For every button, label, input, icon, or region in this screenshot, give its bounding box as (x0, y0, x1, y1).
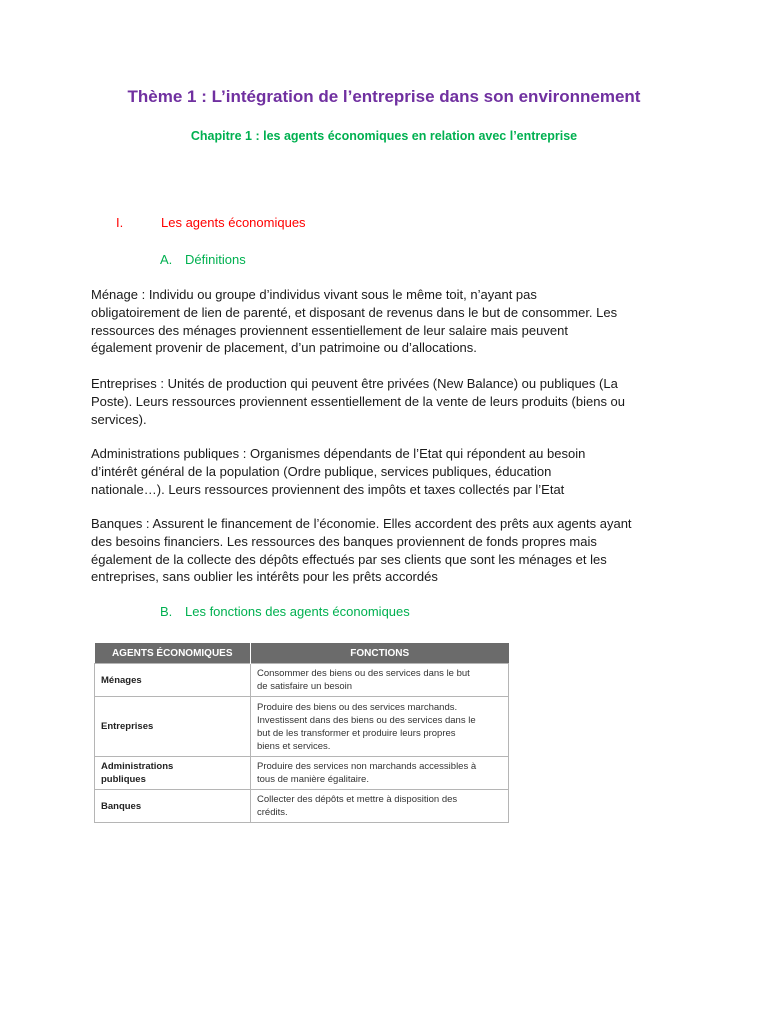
function-line: Produire des biens ou des services marchands. (257, 701, 458, 713)
function-line: Collecter des dépôts et mettre à disposition des (257, 794, 458, 805)
function-line: Investissent dans des biens ou des services dans le (257, 714, 476, 726)
agent-cell (95, 757, 251, 790)
column-header-fonctions: FONCTIONS (251, 643, 509, 664)
agent-name: Administrations (101, 761, 174, 772)
function-line: tous de manière égalitaire. (257, 774, 369, 785)
table-row (95, 697, 509, 757)
function-line: crédits. (257, 807, 288, 818)
functions-table (94, 643, 509, 823)
section-heading-agents (116, 215, 306, 230)
text-line: Poste). Leurs ressources proviennent essentiellement de la vente de leurs produits (biens ou (91, 393, 626, 409)
paragraph-entreprises (91, 375, 681, 428)
function-line: biens et services. (257, 740, 331, 752)
function-cell (251, 757, 509, 790)
text-line: services). (91, 411, 147, 427)
function-cell (251, 664, 509, 697)
function-line: but de les transformer et produire leurs propres (257, 727, 456, 739)
text-line: obligatoirement de lien de parenté, et disposant de revenus dans le but de consommer. Les (91, 304, 618, 320)
agent-cell (95, 664, 251, 697)
text-line: Entreprises : Unités de production qui peuvent être privées (New Balance) ou publiques (La (91, 376, 618, 391)
table-header-row (95, 643, 509, 664)
function-cell (251, 790, 509, 823)
function-line: Consommer des biens ou des services dans le but (257, 668, 470, 679)
chapter-subtitle: Chapitre 1 : les agents économiques en relation avec l’entreprise (190, 129, 578, 143)
text-line: également provenir de placement, d’un patrimoine ou d’allocations. (91, 340, 477, 356)
text-line: entreprises, sans oublier les intérêts pour les prêts accordés (91, 569, 438, 585)
subsection-label: Les fonctions des agents économiques (185, 604, 410, 619)
table-row (95, 790, 509, 823)
paragraph-menage (91, 286, 681, 357)
agent-name: Banques (101, 800, 142, 812)
paragraph-administrations (91, 445, 681, 498)
text-line: Administrations publiques : Organismes dépendants de l’Etat qui répondent au besoin (91, 446, 586, 461)
table-row (95, 664, 509, 697)
agent-name: Ménages (101, 674, 142, 686)
text-line: Banques : Assurent le financement de l’économie. Elles accordent des prêts aux agents ayant (91, 516, 632, 531)
column-header-agents: AGENTS ÉCONOMIQUES (95, 643, 251, 664)
function-line: de satisfaire un besoin (257, 681, 353, 692)
text-line: nationale…). Leurs ressources proviennent des impôts et taxes collectés par l’Etat (91, 481, 565, 497)
text-line: Ménage : Individu ou groupe d’individus vivant sous le même toit, n’ayant pas (91, 287, 537, 302)
subsection-heading-fonctions (160, 604, 410, 619)
agent-cell (95, 790, 251, 823)
text-line: d’intérêt général de la population (Ordre publique, services publiques, éducation (91, 463, 552, 479)
agent-cell (95, 697, 251, 757)
subsection-number: A. (160, 252, 173, 267)
agent-name: publiques (101, 774, 146, 785)
agent-name: Entreprises (101, 721, 154, 732)
paragraph-banques (91, 515, 681, 586)
text-line: des besoins financiers. Les ressources des banques proviennent de fonds propres mais (91, 533, 597, 549)
section-label: Les agents économiques (161, 215, 306, 230)
text-line: également de la collecte des dépôts effectués par ses clients que sont les ménages et les (91, 551, 607, 567)
subsection-heading-definitions (160, 252, 246, 267)
subsection-label: Définitions (185, 252, 246, 267)
subsection-number: B. (160, 604, 173, 619)
text-line: ressources des ménages proviennent essentiellement de leur salaire mais peuvent (91, 322, 568, 338)
document-title: Thème 1 : L’intégration de l’entreprise dans son environnement (127, 87, 641, 106)
function-line: Produire des services non marchands accessibles à (257, 761, 477, 772)
section-number: I. (116, 215, 124, 230)
table-row (95, 757, 509, 790)
function-cell (251, 697, 509, 757)
